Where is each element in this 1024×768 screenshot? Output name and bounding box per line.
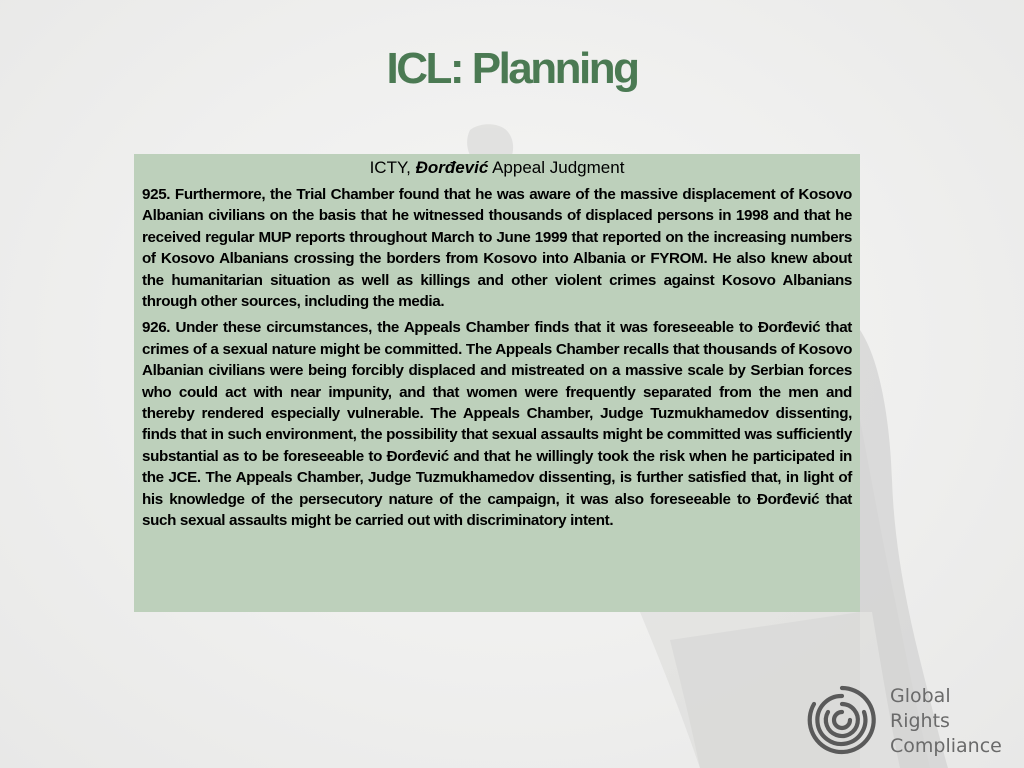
logo-line-compliance: Compliance	[890, 735, 1002, 757]
concentric-circles-logo-icon	[806, 684, 878, 756]
logo-line-rights: Rights	[890, 710, 950, 732]
quote-paragraph-926: 926. Under these circumstances, the Appeals Chamber finds that it was foreseeable to Đorđević that crimes of a sexual nature might be committed. The Appeals Chamber recalls that thousands of Kosovo Albanian civilians were being forcibly displaced and mistreated on a massive scale by Serbian forces who could act with near impunity, and that women were frequently separated from the men and thereby rendered especially vulnerable. The Appeals Chamber, Judge Tuzmukhamedov dissenting, finds that in such environment, the possibility that sexual assaults might be committed was sufficiently substantial as to be foreseeable to Đorđević and that he willingly took the risk when he participated in the JCE. The Appeals Chamber, Judge Tuzmukhamedov dissenting, is further satisfied that, in light of his knowledge of the persecutory nature of the campaign, it was also foreseeable to Đorđević that such sexual assaults might be carried out with discriminatory intent.	[142, 319, 852, 530]
quote-heading-prefix: ICTY,	[369, 158, 416, 177]
quote-paragraph-925: 925. Furthermore, the Trial Chamber found that he was aware of the massive displacement of Kosovo Albanian civilians on the basis that he witnessed thousands of displaced persons in 1998 and that he received regular MUP reports throughout March to June 1999 that reported on the increasing numbers of Kosovo Albanians crossing the borders from Kosovo into Albania or FYROM. He also knew about the humanitarian situation as well as killings and other violent crimes against Kosovo Albanians through other sources, including the media.	[142, 186, 852, 311]
logo-wordmark	[890, 684, 1002, 759]
slide-title: ICL: Planning	[386, 44, 638, 93]
quote-heading-suffix: Appeal Judgment	[488, 158, 625, 177]
global-rights-compliance-logo	[806, 684, 1016, 760]
quote-heading-name: Đorđević	[415, 158, 489, 177]
quote-heading	[142, 158, 852, 177]
logo-line-global: Global	[890, 685, 951, 707]
quote-box	[134, 154, 860, 612]
